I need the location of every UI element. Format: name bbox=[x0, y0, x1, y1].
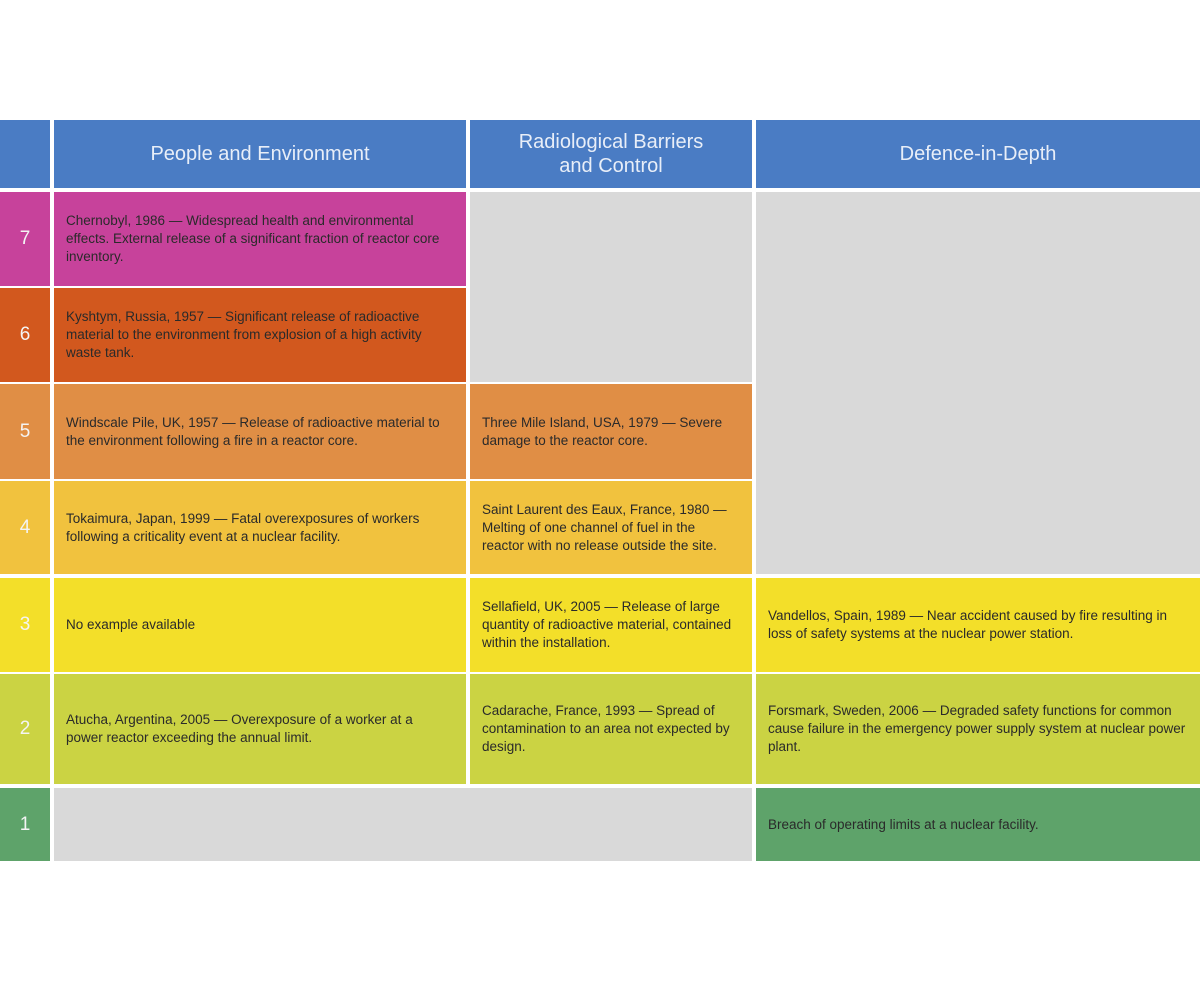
level-1-defence-text: Breach of operating limits at a nuclear facility. bbox=[768, 816, 1039, 832]
level-3-people-cell bbox=[54, 578, 466, 672]
level-5-people-cell bbox=[54, 384, 466, 479]
level-4-people-cell bbox=[54, 481, 466, 574]
level-1-label: 1 bbox=[0, 788, 50, 861]
header-corner bbox=[0, 120, 50, 188]
level-7-label: 7 bbox=[0, 192, 50, 286]
level-5-barriers-cell bbox=[470, 384, 752, 479]
level-5-barriers-text: Three Mile Island, USA, 1979 — Severe damage to the reactor core. bbox=[482, 414, 723, 448]
level-4-label: 4 bbox=[0, 481, 50, 574]
level-2-defence-text: Forsmark, Sweden, 2006 — Degraded safety functions for common cause failure in the emergency power supply system at nuclear power plant. bbox=[768, 703, 1186, 754]
level-2-defence-cell bbox=[756, 674, 1200, 784]
level-4-people-text: Tokaimura, Japan, 1999 — Fatal overexposures of workers following a criticality event at a nuclear facility. bbox=[66, 510, 420, 544]
header-people-environment: People and Environment bbox=[54, 120, 466, 188]
header-radiological-barriers: Radiological Barriers and Control bbox=[470, 120, 752, 188]
level-2-barriers-text: Cadarache, France, 1993 — Spread of contamination to an area not expected by design. bbox=[482, 703, 730, 754]
header-defence-in-depth: Defence-in-Depth bbox=[756, 120, 1200, 188]
level-3-defence-cell bbox=[756, 578, 1200, 672]
level-3-label: 3 bbox=[0, 578, 50, 672]
level-4-barriers-cell bbox=[470, 481, 752, 574]
level-2-people-cell bbox=[54, 674, 466, 784]
empty-level1-people-barriers bbox=[54, 788, 752, 861]
level-7-people-text: Chernobyl, 1986 — Widespread health and environmental effects. External release of a significant fraction of reactor core inventory. bbox=[66, 213, 440, 264]
empty-defence-upper bbox=[756, 192, 1200, 574]
level-6-people-cell bbox=[54, 288, 466, 382]
level-6-label: 6 bbox=[0, 288, 50, 382]
level-5-label: 5 bbox=[0, 384, 50, 479]
level-6-people-text: Kyshtym, Russia, 1957 — Significant release of radioactive material to the environment from explosion of a high activity waste tank. bbox=[66, 309, 422, 360]
level-2-people-text: Atucha, Argentina, 2005 — Overexposure of a worker at a power reactor exceeding the annual limit. bbox=[66, 712, 413, 745]
level-3-barriers-text: Sellafield, UK, 2005 — Release of large quantity of radioactive material, contained within the installation. bbox=[482, 599, 732, 650]
level-5-people-text: Windscale Pile, UK, 1957 — Release of radioactive material to the environment following a fire in a reactor core. bbox=[66, 414, 440, 448]
level-3-barriers-cell bbox=[470, 578, 752, 672]
level-4-barriers-text: Saint Laurent des Eaux, France, 1980 — Melting of one channel of fuel in the reactor with no release outside the site. bbox=[482, 501, 727, 553]
empty-barriers-upper bbox=[470, 192, 752, 382]
level-3-defence-text: Vandellos, Spain, 1989 — Near accident caused by fire resulting in loss of safety systems at the nuclear power station. bbox=[768, 608, 1167, 641]
level-1-defence-cell bbox=[756, 788, 1200, 861]
level-2-label: 2 bbox=[0, 674, 50, 784]
level-7-people-cell bbox=[54, 192, 466, 286]
level-2-barriers-cell bbox=[470, 674, 752, 784]
ines-scale-table bbox=[0, 120, 1200, 861]
level-3-people-text: No example available bbox=[66, 617, 196, 632]
